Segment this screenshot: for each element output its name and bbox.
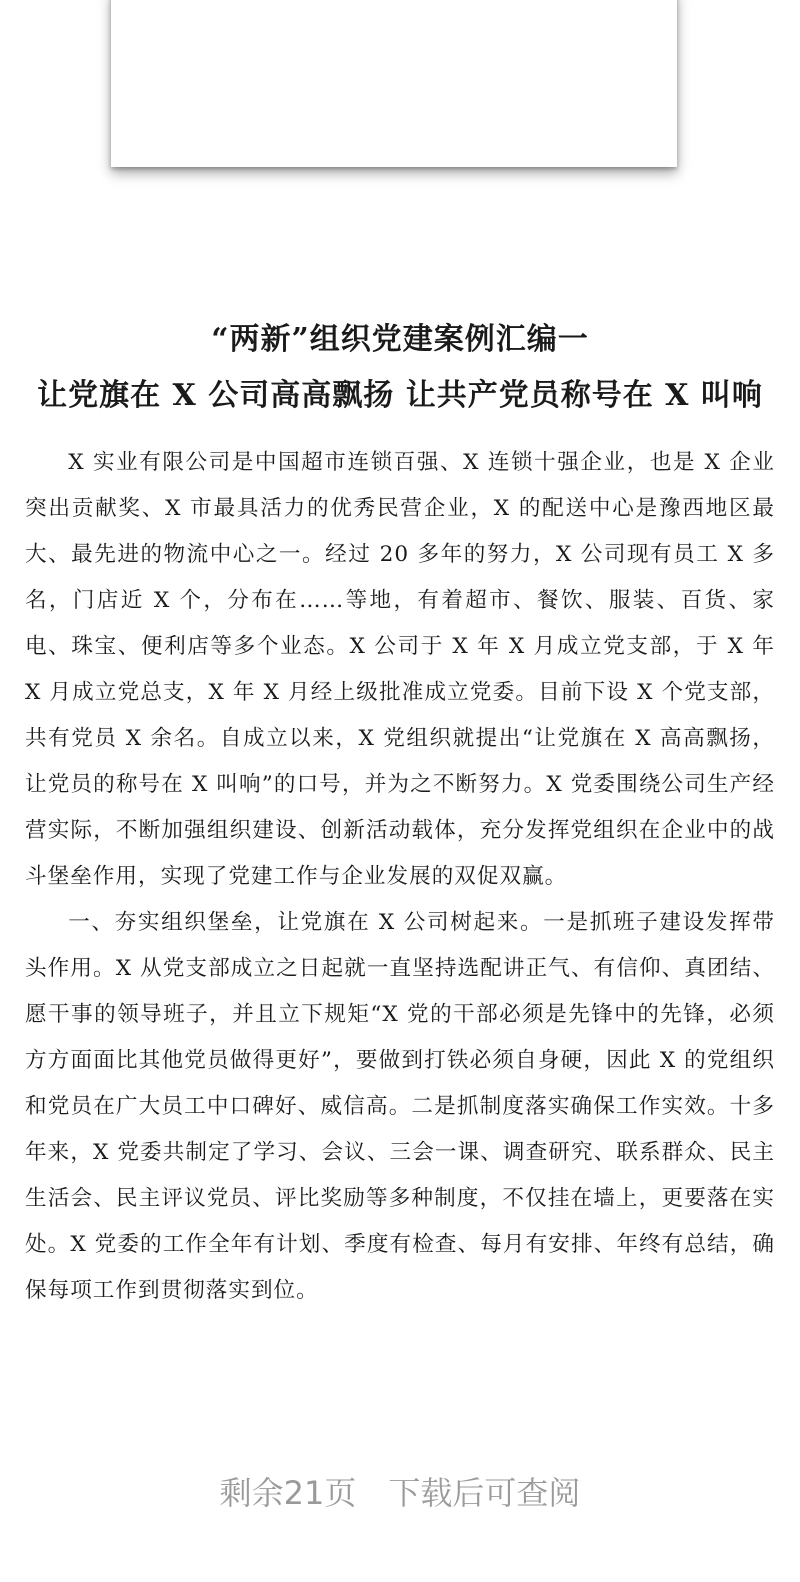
paragraph-section-1: 一、夯实组织堡垒，让党旗在 X 公司树起来。一是抓班子建设发挥带头作用。X 从党支部成立之日起就一直坚持选配讲正气、有信仰、真团结、愿干事的领导班子，并且立下规矩“X 党的干部必须是先锋中的先锋，必须方方面面比其他党员做得更好”，要做到打铁必须自身硬，因此 X 的党组织和党员在广大员工中口碑好、威信高。二是抓制度落实确保工作实效。十多年来，X 党委共制定了学习、会议、三会一课、调查研究、联系群众、民主生活会、民主评议党员、评比奖励等多种制度，不仅挂在墙上，更要落在实处。X 党委的工作全年有计划、季度有检查、每月有安排、年终有总结，确保每项工作到贯彻落实到位。 — [25, 910, 775, 1303]
download-prompt[interactable] — [0, 1468, 800, 1514]
main-title: 让党旗在 X 公司高高飘扬 让共产党员称号在 X 叫响 — [37, 378, 763, 413]
download-hint-label: 下载后可查阅 — [388, 1474, 581, 1512]
previous-page-preview — [111, 0, 677, 167]
document-body — [25, 440, 775, 1314]
paragraph-intro: X 实业有限公司是中国超市连锁百强、X 连锁十强企业，也是 X 企业突出贡献奖、X 市最具活力的优秀民营企业，X 的配送中心是豫西地区最大、最先进的物流中心之一。经过 20 多年的努力，X 公司现有员工 X 多名，门店近 X 个，分布在……等地，有着超市、餐饮、服装、百货、家电、珠宝、便利店等多个业态。X 公司于 X 年 X 月成立党支部，于 X 年 X 月成立党总支，X 年 X 月经上级批准成立党委。目前下设 X 个党支部，共有党员 X 余名。自成立以来，X 党组织就提出“让党旗在 X 高高飘扬，让党员的称号在 X 叫响”的口号，并为之不断努力。X 党委围绕公司生产经营实际，不断加强组织建设、创新活动载体，充分发挥党组织在企业中的战斗堡垒作用，实现了党建工作与企业发展的双促双赢。 — [25, 450, 775, 889]
remaining-pages-label: 剩余21页 — [219, 1474, 357, 1512]
document-page — [25, 318, 775, 1314]
series-title: “两新”组织党建案例汇编一 — [211, 322, 589, 357]
